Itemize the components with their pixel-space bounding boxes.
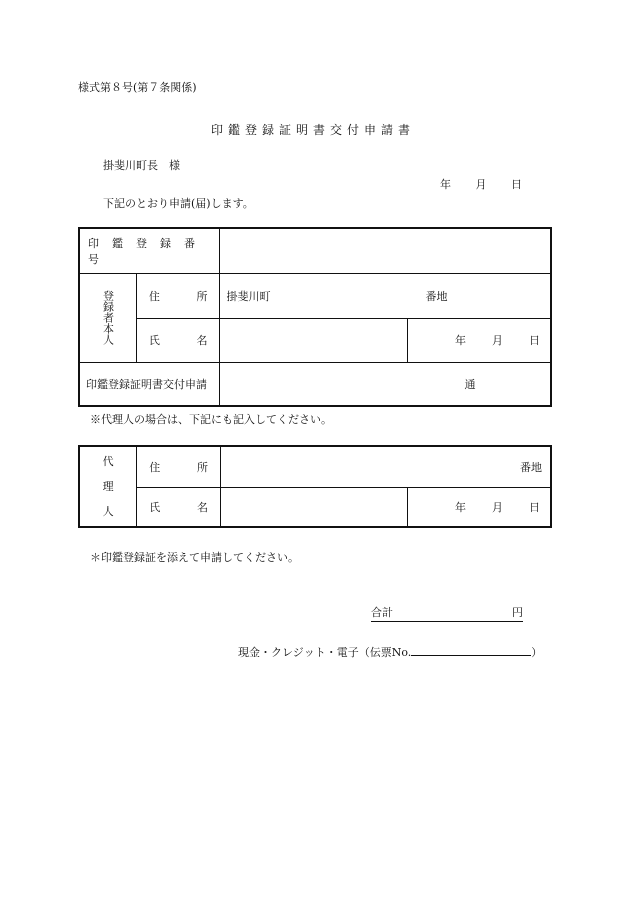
birth-date-field[interactable] (407, 318, 551, 362)
address-label-2: 所 (196, 289, 208, 303)
total-amount-field[interactable] (371, 604, 523, 622)
reg-number-label-cell (79, 228, 220, 273)
slip-number-field[interactable] (411, 643, 531, 656)
agent-birth-year-label: 年 (455, 500, 466, 514)
total-unit: 円 (512, 606, 523, 619)
address-prefix: 掛斐川町 (226, 289, 271, 303)
form-number: 様式第８号(第７条関係) (78, 81, 197, 94)
address-suffix: 番地 (425, 289, 448, 303)
name-label-1: 氏 (148, 334, 160, 347)
birth-year-label: 年 (455, 334, 466, 347)
reg-number-label: 印 鑑 登 録 番 号 (88, 236, 208, 266)
agent-name-label-2: 名 (196, 500, 208, 514)
address-label-1: 住 (148, 289, 160, 303)
agent-label-3: 人 (102, 505, 114, 518)
payment-line (238, 643, 542, 660)
agent-name-label-cell (137, 487, 221, 527)
agent-note: ※代理人の場合は、下記にも記入してください。 (90, 413, 332, 426)
agent-address-label-cell (137, 446, 221, 487)
name-field[interactable] (220, 318, 407, 362)
cert-label: 印鑑登録証明書交付申請 (86, 377, 207, 391)
name-label-cell (136, 318, 220, 362)
birth-day-label: 日 (529, 334, 540, 347)
agent-birth-month-label: 月 (492, 500, 503, 514)
registrant-label-cell (79, 273, 136, 362)
agent-label-cell (79, 446, 137, 527)
registrant-label: 登録者本人 (101, 290, 115, 345)
agent-label-2: 理 (102, 480, 114, 493)
agent-address-field[interactable] (220, 446, 551, 487)
main-application-table (78, 227, 552, 407)
total-label: 合計 (371, 606, 393, 619)
agent-birth-date-field[interactable] (407, 487, 551, 527)
agent-address-suffix: 番地 (520, 460, 542, 474)
date-day-label: 日 (511, 178, 522, 191)
agent-address-label-1: 住 (149, 460, 161, 474)
date-year-label: 年 (440, 178, 451, 191)
agent-label-1: 代 (102, 455, 114, 468)
date-month-label: 月 (475, 178, 487, 191)
agent-name-field[interactable] (220, 487, 407, 527)
copies-field[interactable] (220, 362, 551, 406)
address-label-cell (136, 273, 220, 318)
agent-table (78, 445, 552, 528)
agent-address-label-2: 所 (196, 460, 208, 474)
attach-note: ＊印鑑登録証を添えて申請してください。 (90, 551, 299, 564)
page-title: 印鑑登録証明書交付申請書 (211, 123, 416, 137)
name-label-2: 名 (196, 334, 208, 347)
application-date[interactable] (440, 176, 522, 192)
intro-text: 下記のとおり申請(届)します。 (103, 197, 254, 210)
payment-close: ） (531, 646, 543, 659)
payment-methods: 現金・クレジット・電子（伝票No. (238, 646, 412, 659)
copies-unit: 通 (464, 377, 476, 391)
agent-birth-day-label: 日 (529, 500, 540, 514)
birth-month-label: 月 (492, 334, 503, 347)
cert-label-cell (79, 362, 220, 406)
address-field[interactable] (220, 273, 551, 318)
addressee: 掛斐川町長 様 (103, 159, 180, 172)
reg-number-field[interactable] (220, 228, 551, 273)
agent-name-label-1: 氏 (149, 500, 161, 514)
